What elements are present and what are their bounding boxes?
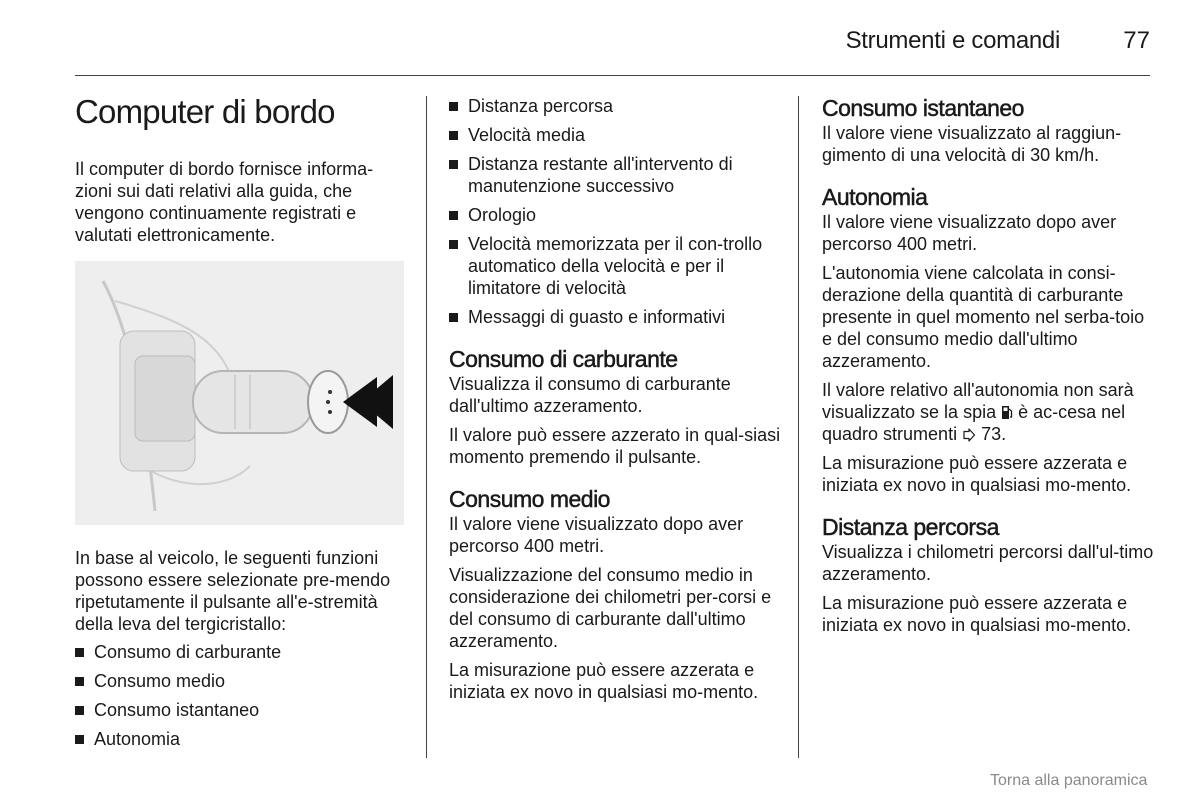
- section-average-consumption: [449, 486, 784, 703]
- section-paragraph: Il valore viene visualizzato dopo aver percorso 400 metri.: [449, 514, 744, 556]
- section-paragraph: L'autonomia viene calcolata in consi-derazione della quantità di carburante presente in quel momento nel serba-toio e del consumo medio dall'ultimo azzeramento.: [822, 263, 1145, 371]
- section-range: [822, 184, 1157, 496]
- bullet-icon: [449, 102, 458, 111]
- intro-paragraph: Il computer di bordo fornisce informa-zioni sui dati relativi alla guida, che vengono continuamente registrati e valutati elettronicamente.: [75, 159, 374, 245]
- section-heading: Consumo di carburante: [449, 346, 678, 372]
- page-heading: Computer di bordo: [75, 93, 335, 130]
- back-to-overview-link[interactable]: Torna alla panoramica: [990, 772, 1148, 789]
- list-item-label: Velocità memorizzata per il con-trollo automatico della velocità e per il limitatore di velocità: [468, 234, 763, 298]
- section-paragraph: La misurazione può essere azzerata e iniziata ex novo in qualsiasi mo-mento.: [822, 453, 1132, 495]
- list-item-label: Distanza percorsa: [468, 96, 614, 116]
- list-item-label: Consumo medio: [94, 671, 226, 691]
- list-item: [75, 728, 410, 750]
- wiper-lever-drawing: [75, 261, 404, 525]
- section-fuel-consumption: [449, 346, 784, 468]
- warning-text-after: è ac-cesa nel quadro strumenti: [822, 402, 1126, 444]
- section-paragraph: Il valore viene visualizzato al raggiun-gimento di una velocità di 30 km/h.: [822, 123, 1122, 165]
- page-number: 77: [1123, 27, 1150, 54]
- bullet-icon: [75, 648, 84, 657]
- bullet-icon: [449, 131, 458, 140]
- bullet-icon: [75, 677, 84, 686]
- section-distance-travelled: [822, 514, 1157, 636]
- header-rule: [75, 75, 1150, 76]
- bullet-icon: [449, 160, 458, 169]
- button-press-arrow-icon: [343, 375, 393, 429]
- section-paragraph: Visualizza il consumo di carburante dall'ultimo azzeramento.: [449, 374, 731, 416]
- list-item: [449, 124, 784, 146]
- list-item: [449, 204, 784, 226]
- bullet-icon: [449, 211, 458, 220]
- section-paragraph: Il valore viene visualizzato dopo aver percorso 400 metri.: [822, 212, 1117, 254]
- warning-paragraph: [822, 379, 1157, 445]
- section-paragraph: Il valore può essere azzerato in qual-siasi momento premendo il pulsante.: [449, 425, 781, 467]
- page-reference-arrow-icon[interactable]: [962, 428, 976, 442]
- column-3: [822, 95, 1157, 643]
- list-item: [449, 95, 784, 117]
- section-paragraph: Visualizza i chilometri percorsi dall'ul-timo azzeramento.: [822, 542, 1154, 584]
- list-item: [449, 153, 784, 197]
- function-list-2: [449, 95, 784, 328]
- chapter-title: Strumenti e comandi: [845, 27, 1060, 54]
- column-2: [449, 95, 784, 710]
- section-paragraph: La misurazione può essere azzerata e iniziata ex novo in qualsiasi mo-mento.: [822, 593, 1132, 635]
- bullet-icon: [75, 706, 84, 715]
- bullet-icon: [449, 313, 458, 322]
- bullet-icon: [449, 240, 458, 249]
- list-item: [75, 699, 410, 721]
- column-divider-2: [798, 96, 799, 758]
- warning-text-before: Il valore relativo all'autonomia non sarà visualizzato se la spia: [822, 380, 1134, 422]
- page-reference[interactable]: 73.: [981, 424, 1007, 444]
- list-item: [449, 233, 784, 299]
- section-heading: Distanza percorsa: [822, 514, 999, 540]
- column-divider-1: [426, 96, 427, 758]
- list-item: [449, 306, 784, 328]
- list-item-label: Consumo istantaneo: [94, 700, 260, 720]
- functions-intro: In base al veicolo, le seguenti funzioni possono essere selezionate pre-mendo ripetutamente il pulsante all'e-stremità della leva del tergicristallo:: [75, 548, 391, 634]
- section-paragraph: La misurazione può essere azzerata e iniziata ex novo in qualsiasi mo-mento.: [449, 660, 759, 702]
- list-item: [75, 670, 410, 692]
- section-heading: Consumo istantaneo: [822, 95, 1024, 121]
- list-item-label: Consumo di carburante: [94, 642, 282, 662]
- section-paragraph: Visualizzazione del consumo medio in considerazione dei chilometri per-corsi e del consumo di carburante dall'ultimo azzeramento.: [449, 565, 772, 651]
- list-item-label: Messaggi di guasto e informativi: [468, 307, 726, 327]
- wiper-lever-illustration: [75, 261, 404, 525]
- fuel-warning-icon: [1001, 405, 1013, 420]
- function-list-1: [75, 641, 410, 750]
- list-item-label: Distanza restante all'intervento di manutenzione successivo: [468, 154, 733, 196]
- section-heading: Consumo medio: [449, 486, 610, 512]
- section-instant-consumption: [822, 95, 1157, 166]
- section-heading: Autonomia: [822, 184, 928, 210]
- list-item-label: Velocità media: [468, 125, 586, 145]
- list-item-label: Autonomia: [94, 729, 181, 749]
- column-1: [75, 92, 410, 757]
- bullet-icon: [75, 735, 84, 744]
- list-item-label: Orologio: [468, 205, 537, 225]
- list-item: [75, 641, 410, 663]
